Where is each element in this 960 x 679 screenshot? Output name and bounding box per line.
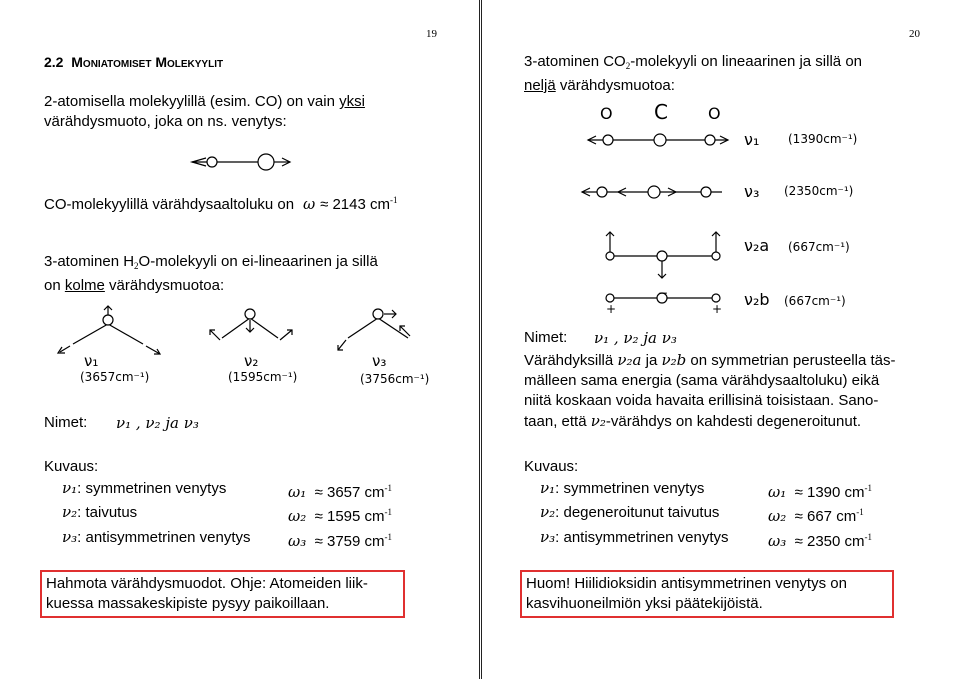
hand-freq-nu1: (1390cm⁻¹) [788,132,858,146]
hand-label-nu1: ν₁ [84,352,99,370]
nimet-label: Nimet: [524,329,568,346]
sign-plus: + [606,302,617,316]
mode-row: ν₂: degeneroitunut taivutus ω₂ ≈ 667 $cm^{-1}$ [540,503,864,525]
hand-label-nu3: ν₃ [744,182,760,201]
note-box: Huom! Hiilidioksidin antisymmetrinen venytys on kasvihuoneilmiön yksi päätekijöistä. [520,570,894,618]
hand-label-nu3: ν₃ [372,352,387,370]
nimet-label: Nimet: [44,414,88,431]
co2-intro: 3-atominen $CO_2$-molekyyli on lineaarinen ja sillä on neljä värähdysmuotoa: [524,53,863,94]
kuvaus-label: Kuvaus: [44,458,99,475]
mode-row: ν₃: antisymmetrinen venytys ω₃ ≈ 2350 $cm^{-1}$ [540,528,873,550]
page-number: 19 [426,28,437,40]
page-number: 20 [909,28,920,40]
section-heading: 2.2 Moniatomiset Molekyylit [44,54,224,70]
hand-label-nu2: ν₂ [244,352,259,370]
mode-row: ν₁: symmetrinen venytys ω₁ ≈ 3657 $cm^{-1}$ [62,479,393,501]
hand-label-nu2a: ν₂a [744,236,770,255]
hand-freq-nu2b: (667cm⁻¹) [784,294,846,308]
hand-freq-nu2a: (667cm⁻¹) [788,240,850,254]
co-stretch-sketch [0,146,479,186]
kuvaus-label: Kuvaus: [524,458,579,475]
intro-text: 2-atomisella molekyylillä (esim. CO) on vain yksi värähdysmuoto, joka on ns. venytys: [44,93,365,130]
mode-row: ν₂: taivutus ω₂ ≈ 1595 $cm^{-1}$ [62,503,393,525]
degeneracy-paragraph: Värähdyksillä ν₂a ja ν₂b on symmetrian perusteella täs- mälleen sama energia (sama värähdysaaltoluku) eikä niitä koskaan voida havaita erillisinä toisistaan. Sano- taan, että ν₂-värähdys on kahdesti degeneroitunut. [524,351,896,430]
note-box: Hahmota värähdysmuodot. Ohje: Atomeiden liik- kuessa massakeskipiste pysyy paikoillaan. [40,570,405,618]
h2o-modes-sketch [0,296,479,406]
hand-freq-nu1: (3657cm⁻¹) [80,370,150,384]
sign-plus: + [712,302,723,316]
nimet-value: ν₁ , ν₂ ja ν₃ [116,414,199,432]
hand-freq-nu2: (1595cm⁻¹) [228,370,298,384]
hand-freq-nu3: (3756cm⁻¹) [360,372,430,386]
atom-label-c: C [654,100,668,124]
sign-minus: − [658,286,669,300]
nimet-value: ν₁ , ν₂ ja ν₃ [594,329,677,347]
atom-label-o: O [600,104,613,123]
co2-modes-sketch [482,120,960,320]
co-wavenumber-line: CO-molekyylillä värähdysaaltoluku on ω ≈ 2143 $cm^{-1}$ [44,195,398,213]
right-page [481,0,960,679]
hand-freq-nu3: (2350cm⁻¹) [784,184,854,198]
hand-label-nu2b: ν₂b [744,290,770,309]
mode-row: ν₁: symmetrinen venytys ω₁ ≈ 1390 $cm^{-1}$ [540,479,873,501]
h2o-intro: 3-atominen $H_2O$-molekyyli on ei-lineaarinen ja sillä on kolme värähdysmuotoa: [44,253,378,294]
hand-label-nu1: ν₁ [744,130,760,149]
atom-label-o: O [708,104,721,123]
mode-row: ν₃: antisymmetrinen venytys ω₃ ≈ 3759 $cm^{-1}$ [62,528,393,550]
